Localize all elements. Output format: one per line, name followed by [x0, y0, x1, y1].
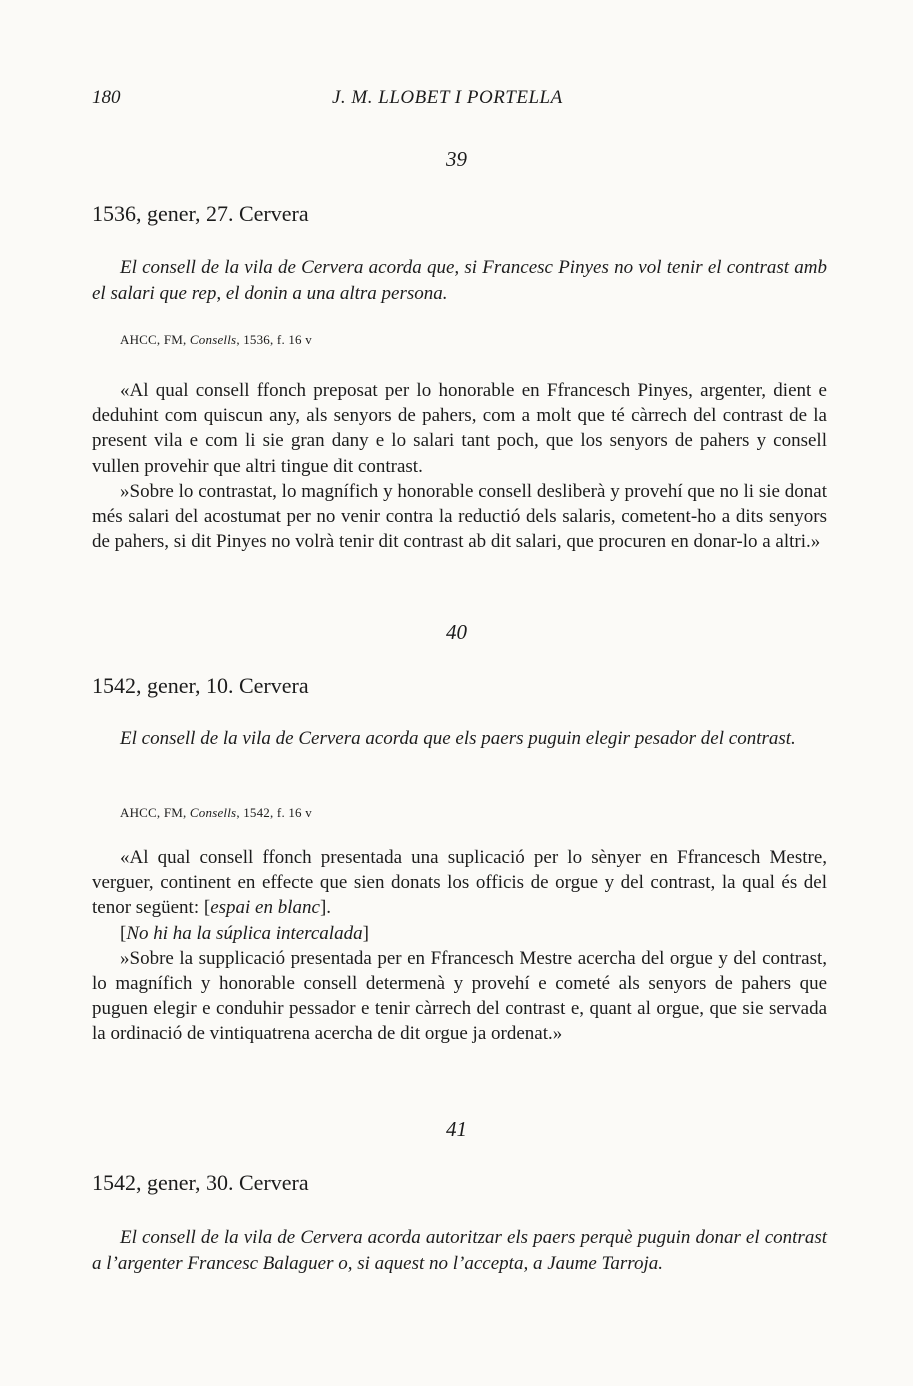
- transcription-paragraph: »Sobre la supplicació presentada per en Ffrancesch Mestre acercha del orgue y del contrast, lo magnífich y honorable consell determenà y provehí e cometé als senyors de pahers que puguen elegir e conduhir pessador e tenir càrrech del contrast e, quant al orgue, que sie servada la ordinació de vintiquatrena acercha de dit orgue ja ordenat.»: [92, 947, 827, 1045]
- page-number: 180: [92, 87, 121, 108]
- running-header-author: J. M. LLOBET I PORTELLA: [332, 87, 563, 108]
- document-number: 40: [446, 620, 467, 644]
- transcription-text: [92, 845, 827, 1047]
- transcription-paragraph: »Sobre lo contrastat, lo magnífich y honorable consell desliberà y provehí que no li sie donat més salari del acostumat per no venir contra la reductió dels salaris, cometent-ho a dits senyors de pahers, si dit Pinyes no volrà tenir dit contrast ab dit salari, que procuren en donar-lo a altri.»: [92, 480, 827, 553]
- archival-source: AHCC, FM, Consells, 1542, f. 16 v: [120, 805, 312, 820]
- document-date: 1542, gener, 10. Cervera: [92, 673, 309, 698]
- document-number: 39: [446, 147, 467, 171]
- document-summary: El consell de la vila de Cervera acorda autoritzar els paers perquè puguin donar el contrast a l’argenter Francesc Balaguer o, si aquest no l’accepta, a Jaume Tarroja.: [92, 1227, 827, 1274]
- document-number: 41: [446, 1117, 467, 1141]
- document-date: 1536, gener, 27. Cervera: [92, 201, 309, 226]
- document-summary: El consell de la vila de Cervera acorda que, si Francesc Pinyes no vol tenir el contrast amb el salari que rep, el donin a una altra persona.: [92, 257, 827, 304]
- transcription-paragraph: «Al qual consell ffonch presentada una suplicació per lo sènyer en Ffrancesch Mestre, verguer, continent en effecte que sien donats los officis de orgue y del contrast, la qual és del tenor següent: [espai en blanc].: [92, 847, 827, 919]
- document-summary: El consell de la vila de Cervera acorda que els paers puguin elegir pesador del contrast.: [120, 728, 796, 749]
- archival-source: AHCC, FM, Consells, 1536, f. 16 v: [120, 332, 312, 347]
- transcription-paragraph: «Al qual consell ffonch preposat per lo honorable en Ffrancesch Pinyes, argenter, dient e deduhint com quiscun any, als senyors de pahers, com a molt que té càrrech del contrast de la present vila e com li sie gran dany e lo salari tant poch, que los senyors de pahers y consell vullen provehir que altri tingue dit contrast.: [92, 380, 827, 477]
- editorial-note: [No hi ha la súplica intercalada]: [120, 922, 369, 944]
- document-date: 1542, gener, 30. Cervera: [92, 1170, 309, 1195]
- transcription-text: [92, 378, 827, 554]
